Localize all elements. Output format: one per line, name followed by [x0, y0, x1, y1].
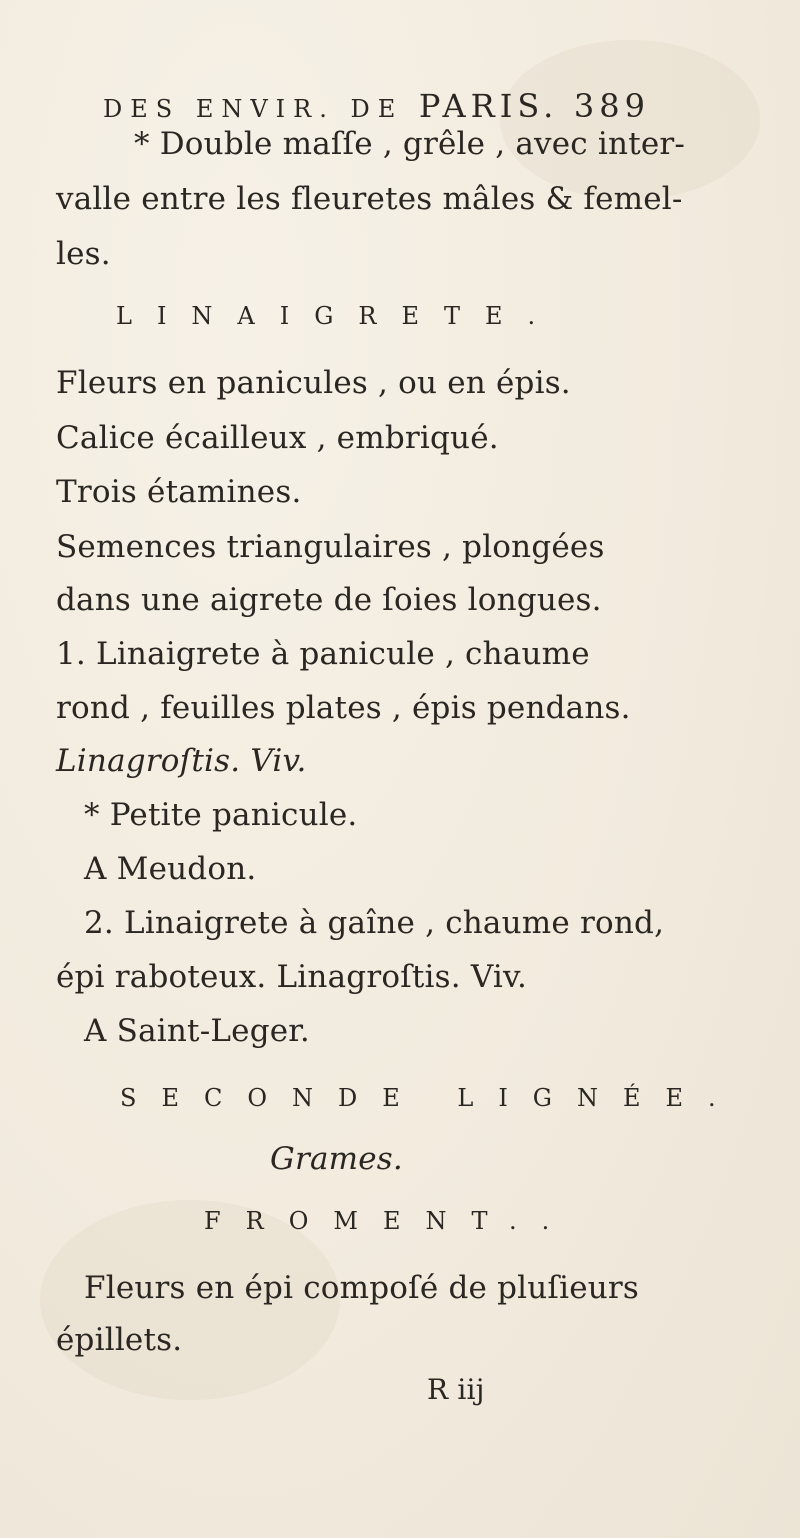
text-line: A Saint-Leger.: [84, 1013, 310, 1049]
text-line: Calice écailleux , embriqué.: [56, 420, 499, 456]
text-line: A Meudon.: [84, 851, 257, 887]
text-line: épillets.: [56, 1322, 183, 1358]
header-place: PARIS.: [418, 87, 559, 125]
text-line: Fleurs en épi compoſé de pluſieurs: [84, 1270, 640, 1306]
text-line: 2. Linaigrete à gaîne , chaume rond,: [84, 905, 665, 941]
text-line: * Petite panicule.: [84, 797, 358, 833]
text-line: épi raboteux. Linagroſtis. Viv.: [56, 959, 528, 995]
page-number: 389: [573, 87, 650, 125]
header-prefix: DES ENVIR. DE: [103, 95, 419, 123]
signature-mark: R iij: [427, 1373, 485, 1406]
section-heading: LINAIGRETE.: [116, 302, 561, 330]
running-header: [103, 86, 650, 129]
text-line: 1. Linaigrete à panicule , chaume: [56, 636, 590, 672]
text-line: * Double maſſe , grêle , avec inter-: [134, 126, 686, 162]
text-line: valle entre les fleuretes mâles & femel-: [56, 181, 683, 217]
section-heading: SECONDE LIGNÉE.: [120, 1084, 741, 1112]
text-line: Fleurs en panicules , ou en épis.: [56, 365, 571, 401]
section-heading: FROMENT..: [204, 1207, 575, 1235]
text-line: dans une aigrete de ſoies longues.: [56, 582, 602, 618]
text-line: Trois étamines.: [56, 474, 302, 510]
text-line: Semences triangulaires , plongées: [56, 529, 605, 565]
text-line: les.: [56, 236, 111, 272]
text-line: rond , feuilles plates , épis pendans.: [56, 690, 631, 726]
text-line: Linagroſtis. Viv.: [56, 743, 307, 779]
subheading: Grames.: [270, 1141, 403, 1177]
